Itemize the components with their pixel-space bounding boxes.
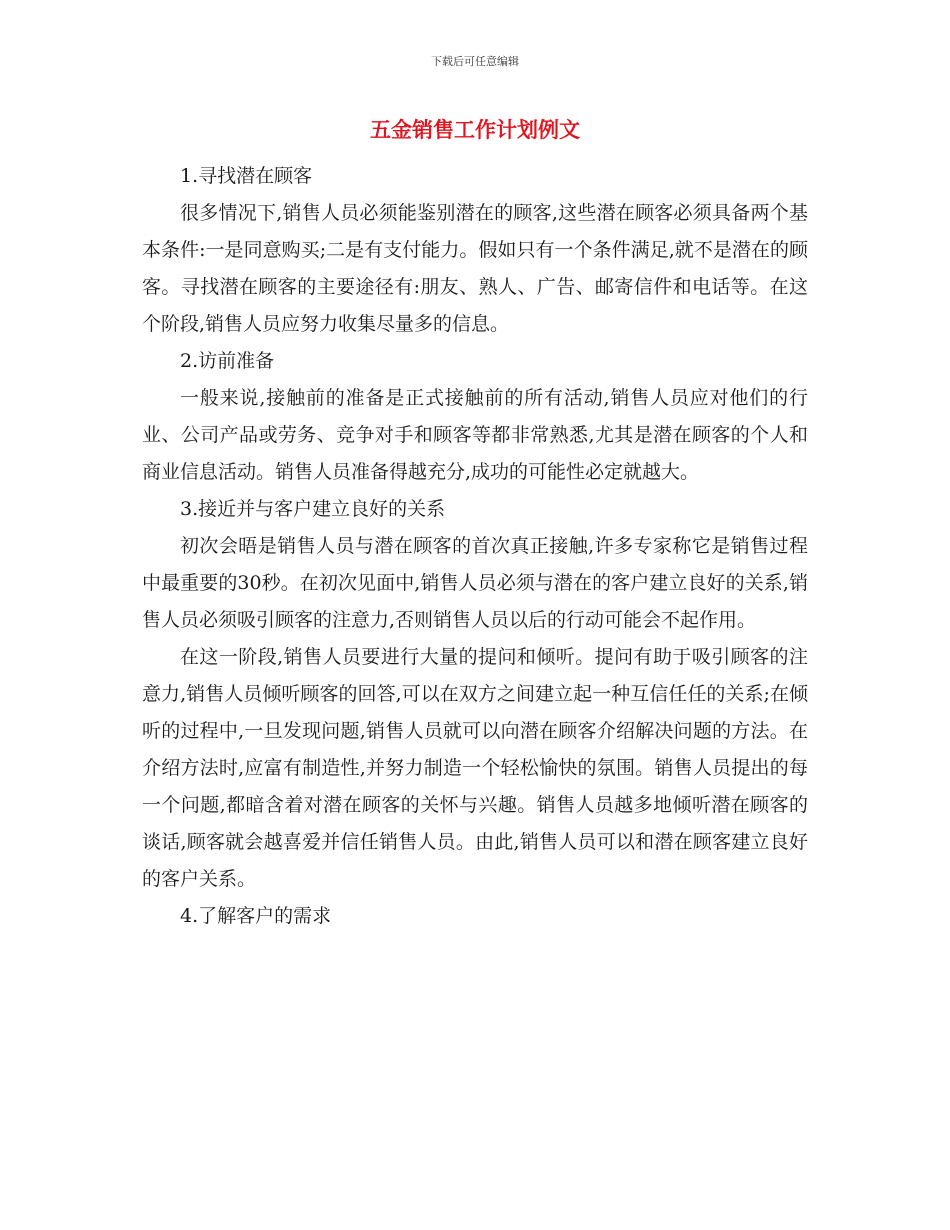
document-title: 五金销售工作计划例文 [370,118,580,142]
heading-find-prospects: 1.寻找潜在顾客 [180,165,313,187]
paragraph-approach-2: 在这一阶段,销售人员要进行大量的提问和倾听。提问有助于吸引顾客的注意力,销售人员倾听顾客的回答,可以在双方之间建立起一种互信任任的关系;在倾听的过程中,一旦发现问题,销售人员就可以向潜在顾客介绍解决问题的方法。在介绍方法时,应富有制造性,并努力制造一个轻松愉快的氛围。销售人员提出的每一个问题,都暗含着对潜在顾客的关怀与兴趣。销售人员越多地倾听潜在顾客的谈话,顾客就会越喜爱并信任销售人员。由此,销售人员可以和潜在顾客建立良好的客户关系。 [142,646,808,890]
heading-pre-visit: 2.访前准备 [180,350,275,372]
document-body [142,158,808,935]
heading-understand-needs: 4.了解客户的需求 [180,905,332,927]
paragraph-pre-visit: 一般来说,接触前的准备是正式接触前的所有活动,销售人员应对他们的行业、公司产品或劳务、竞争对手和顾客等都非常熟悉,尤其是潜在顾客的个人和商业信息活动。销售人员准备得越充分,成功的可能性必定就越大。 [142,387,808,483]
paragraph-approach-1: 初次会晤是销售人员与潜在顾客的首次真正接触,许多专家称它是销售过程中最重要的30秒。在初次见面中,销售人员必须与潜在的客户建立良好的关系,销售人员必须吸引顾客的注意力,否则销售人员以后的行动可能会不起作用。 [142,535,808,631]
paragraph-find-prospects: 很多情况下,销售人员必须能鉴别潜在的顾客,这些潜在顾客必须具备两个基本条件:一是同意购买;二是有支付能力。假如只有一个条件满足,就不是潜在的顾客。寻找潜在顾客的主要途径有:朋友、熟人、广告、邮寄信件和电话等。在这个阶段,销售人员应努力收集尽量多的信息。 [142,202,808,335]
page-header-note: 下载后可任意编辑 [431,55,519,68]
heading-approach: 3.接近并与客户建立良好的关系 [180,498,446,520]
